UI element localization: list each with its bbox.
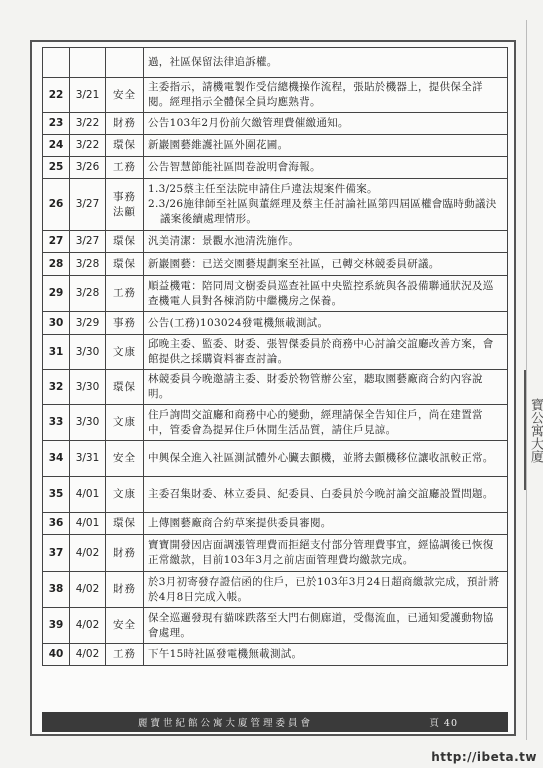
row-category: 文康 xyxy=(106,405,144,441)
row-date: 3/29 xyxy=(70,312,106,335)
content-line: 主委召集財委、林立委員、紀委員、白委員於今晚討論交誼廳設置問題。 xyxy=(148,488,494,500)
row-date: 4/02 xyxy=(70,608,106,644)
table-row xyxy=(43,644,508,666)
table-row xyxy=(43,608,508,644)
row-date: 3/26 xyxy=(70,157,106,179)
table-row xyxy=(43,157,508,179)
continuation-row xyxy=(43,48,508,78)
row-number: 40 xyxy=(43,644,70,666)
document-page xyxy=(30,40,516,736)
row-category: 工務 xyxy=(106,157,144,179)
row-content xyxy=(144,513,508,535)
row-content xyxy=(144,231,508,253)
row-number: 33 xyxy=(43,405,70,441)
row-number: 37 xyxy=(43,535,70,572)
row-date: 3/30 xyxy=(70,370,106,405)
row-number: 39 xyxy=(43,608,70,644)
content-line: 上傳園藝廠商合約草案提供委員審閱。 xyxy=(148,517,332,529)
row-content xyxy=(144,276,508,312)
row-date: 3/28 xyxy=(70,276,106,312)
content-line: 主委指示，請機電製作受信總機操作流程，張貼於機器上，提供保全詳閱。經理指示全體保全員均應熟背。 xyxy=(148,81,483,108)
row-category: 環保 xyxy=(106,513,144,535)
row-date: 4/01 xyxy=(70,477,106,513)
row-content xyxy=(144,157,508,179)
row-number: 31 xyxy=(43,335,70,370)
content-line: 新巖園藝：已送交園藝規劃案至社區，已轉交林競委員研議。 xyxy=(148,257,440,270)
table-row xyxy=(43,179,508,231)
row-category: 文康 xyxy=(106,335,144,370)
row-number: 32 xyxy=(43,370,70,405)
content-line: 順益機電：陪同周文樹委員巡查社區中央監控系統與各設備聯通狀況及巡查機電人員對各棟消防中繼機房之保養。 xyxy=(148,279,494,307)
side-stamp: 寶公寓大廈 xyxy=(524,370,543,490)
row-content xyxy=(144,477,508,513)
row-number: 28 xyxy=(43,253,70,276)
table-row xyxy=(43,370,508,405)
row-number: 22 xyxy=(43,78,70,113)
row-content xyxy=(144,370,508,405)
row-category: 財務 xyxy=(106,535,144,572)
row-date: 4/02 xyxy=(70,644,106,666)
row-content xyxy=(144,113,508,135)
watermark-text: http://ibeta.tw xyxy=(431,750,537,764)
content-line: 公告智慧節能社區問卷說明會海報。 xyxy=(148,161,321,173)
content-line: 公告(工務)103024發電機無載測試。 xyxy=(148,316,329,329)
row-category: 環保 xyxy=(106,231,144,253)
row-number: 27 xyxy=(43,231,70,253)
page-number: 頁 40 xyxy=(429,718,458,729)
table-row xyxy=(43,513,508,535)
row-content xyxy=(144,572,508,608)
content-line: 新巖園藝維護社區外圍花圃。 xyxy=(148,139,289,151)
content-line: 邱晚主委、監委、財委、張智傑委員於商務中心討論交誼廳改善方案，會館提供之採購資料審查討論。 xyxy=(148,338,494,365)
row-content xyxy=(144,335,508,370)
table-row xyxy=(43,253,508,276)
table-row xyxy=(43,335,508,370)
footer-bar xyxy=(42,712,508,732)
row-content xyxy=(144,535,508,572)
content-line: 寶寶開發因店面調漲管理費而拒絕支付部分管理費事宜，經協調後已恢復正常繳款，目前103年3月之前店面管理費均繳款完成。 xyxy=(148,539,494,566)
row-number: 24 xyxy=(43,135,70,157)
row-number: 26 xyxy=(43,179,70,231)
row-number: 25 xyxy=(43,157,70,179)
table-row xyxy=(43,78,508,113)
row-content xyxy=(144,405,508,441)
content-line: 於3月初寄發存證信函的住戶，已於103年3月24日超商繳款完成，預計將於4月8日完成入帳。 xyxy=(148,575,500,603)
table-row xyxy=(43,477,508,513)
row-date: 3/22 xyxy=(70,113,106,135)
row-content xyxy=(144,135,508,157)
row-content xyxy=(144,441,508,477)
content-line: 下午15時社區發電機無載測試。 xyxy=(148,648,303,660)
row-date: 3/30 xyxy=(70,335,106,370)
row-content xyxy=(144,312,508,335)
row-content xyxy=(144,253,508,276)
work-log-table xyxy=(42,47,508,666)
content-line: 公告103年2月份前欠繳管理費催繳通知。 xyxy=(148,117,349,129)
row-number: 38 xyxy=(43,572,70,608)
table-row xyxy=(43,312,508,335)
table-row xyxy=(43,441,508,477)
content-line: 1.3/25蔡主任至法院申請住戶違法規案件備案。 xyxy=(148,183,378,195)
table-row xyxy=(43,535,508,572)
row-category: 安全 xyxy=(106,441,144,477)
row-number: 30 xyxy=(43,312,70,335)
row-content xyxy=(144,179,508,231)
row-number: 36 xyxy=(43,513,70,535)
row-category: 工務 xyxy=(106,276,144,312)
row-category: 環保 xyxy=(106,253,144,276)
content-line: 中興保全進入社區測試體外心臟去顫機，並將去顫機移位讓收訊較正常。 xyxy=(148,452,494,464)
row-category: 事務 法顧 xyxy=(106,179,144,231)
row-date: 3/30 xyxy=(70,405,106,441)
content-line: 保全巡邏發現有貓咪跌落至大門右側廊道，受傷流血，已通知愛護動物協會處理。 xyxy=(148,611,494,639)
table-row xyxy=(43,113,508,135)
content-line: 林競委員今晚邀請主委、財委於物管辦公室，聽取園藝廠商合約內容說明。 xyxy=(148,373,483,400)
row-category: 環保 xyxy=(106,135,144,157)
row-date: 3/27 xyxy=(70,231,106,253)
continuation-text: 過，社區保留法律追訴權。 xyxy=(144,48,508,78)
row-number: 23 xyxy=(43,113,70,135)
row-category: 文康 xyxy=(106,477,144,513)
row-date: 3/21 xyxy=(70,78,106,113)
row-content xyxy=(144,608,508,644)
row-date: 3/31 xyxy=(70,441,106,477)
row-category: 財務 xyxy=(106,113,144,135)
row-category: 事務 xyxy=(106,312,144,335)
row-number: 34 xyxy=(43,441,70,477)
row-number: 35 xyxy=(43,477,70,513)
content-line: 汎美清潔：景觀水池清洗施作。 xyxy=(148,235,300,247)
table-row xyxy=(43,572,508,608)
row-date: 4/01 xyxy=(70,513,106,535)
footer-title: 麗寶世紀館公寓大廈管理委員會 xyxy=(138,718,314,729)
row-date: 3/28 xyxy=(70,253,106,276)
row-date: 4/02 xyxy=(70,572,106,608)
table-row xyxy=(43,135,508,157)
work-log-body xyxy=(43,48,508,666)
row-category: 工務 xyxy=(106,644,144,666)
row-category: 財務 xyxy=(106,572,144,608)
row-number: 29 xyxy=(43,276,70,312)
content-line: 住戶詢問交誼廳和商務中心的變動，經理請保全告知住戶，尚在建置當中，管委會為提昇住戶休閒生活品質，請住戶見諒。 xyxy=(148,408,483,436)
row-category: 環保 xyxy=(106,370,144,405)
row-content xyxy=(144,644,508,666)
table-row xyxy=(43,231,508,253)
row-category: 安全 xyxy=(106,78,144,113)
table-row xyxy=(43,276,508,312)
row-date: 3/22 xyxy=(70,135,106,157)
table-row xyxy=(43,405,508,441)
row-content xyxy=(144,78,508,113)
row-date: 4/02 xyxy=(70,535,106,572)
content-line: 2.3/26施律師至社區與董經理及蔡主任討論社區第四屆區權會臨時動議決議案後續處理情形。 xyxy=(148,198,497,225)
row-date: 3/27 xyxy=(70,179,106,231)
row-category: 安全 xyxy=(106,608,144,644)
